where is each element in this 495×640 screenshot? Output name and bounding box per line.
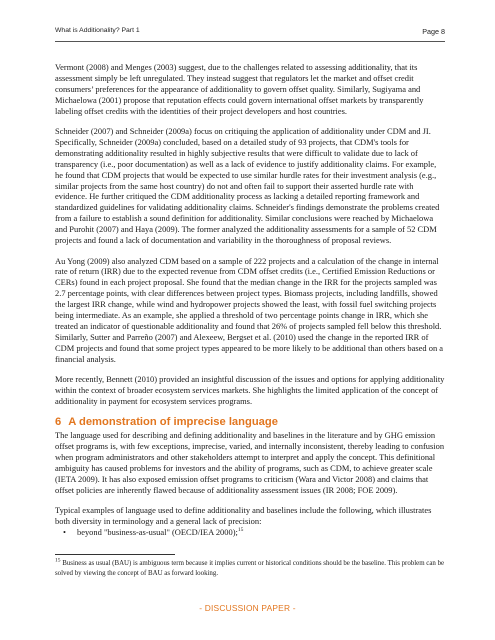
paragraph-language: The language used for describing and defining additionality and baselines in the literature and by GHG emission offset programs is, with few exceptions, imprecise, varied, and internally inconsistent, thereby leading to confusion when program administrators and other stakeholders attempt to interpret and apply the concept. This definitional ambiguity has caused problems for investors and the ability of programs, such as CDM, to achieve greater scale (IETA 2009). It has also exposed emission offset programs to criticism (Wara and Victor 2008) and claims that offset policies are inherently flawed because of additionality assessment issues (IR 2008; FOE 2009). (55, 430, 445, 495)
paragraph-vermont-menges: Vermont (2008) and Menges (2003) suggest, due to the challenges related to assessing additionality, that its assessment simply be left unregulated. They instead suggest that regulators let the market and offset credit consumers’ preferences for the appearance of additionality to govern offset quality. Similarly, Sugiyama and Michaelowa (2001) propose that reputation effects could govern international offset markets by transparently labeling offset credits with the identities of their project developers and host countries. (55, 62, 424, 116)
paragraph-au-yong: Au Yong (2009) also analyzed CDM based on a sample of 222 projects and a calculation of the change in internal rate of return (IRR) due to the expected revenue from CDM offset credits (i.e., Certified Emission Reductions or CERs) found in each project proposal. She found that the median change in the IRR for the projects sampled was 2.7 percentage points, with clear differences between project types. Biomass projects, including landfills, showed the largest IRR change, while wind and hydropower projects showed the least, with fossil fuel switching projects being intermediate. As an example, she applied a threshold of two percentage points change in IRR, which she treated an indicator of questionable additionality and found that 26% of projects sampled fell below this threshold. Similarly, Sutter and Parreño (2007) and Alexeew, Bergset et al. (2010) used the change in the reported IRR of CDM projects and found that some project types appeared to be more likely to be additional than others based on a financial analysis. (55, 255, 444, 364)
page-footer: - DISCUSSION PAPER - (199, 603, 296, 613)
footnote-reference: 15 (237, 527, 244, 534)
examples-list (55, 527, 445, 538)
paragraph-schneider: Schneider (2007) and Schneider (2009a) focus on critiquing the application of additionality under CDM and JI. Specifically, Schneider (2009a) concluded, based on a detailed study of 93 projects, that CDM's tools for demonstrating additionality resulted in highly subjective results that were difficult to validate due to lack of transparency (i.e., poor documentation) as well as a lack of evidence to justify additionality claims. For example, he found that CDM projects that would be expected to use similar hurdle rates for their investment analysis (e.g., similar projects from the same host country) do not and often fail to support their asserted hurdle rate with evidence. He further critiqued the CDM additionality process as lacking a detailed reporting framework and standardized guidelines for validating additionality claims. Schneider's findings demonstrate the problems created from a failure to establish a sound definition for additionality. Similar conclusions were reached by Michaelowa and Purohit (2007) and Haya (2009). The former analyzed the additionality assessments for a sample of 52 CDM projects and found a lack of documentation and variability in the thoroughness of proposal reviews. (55, 126, 440, 246)
section-title: A demonstration of imprecise language (68, 416, 278, 429)
footnote-text: Business as usual (BAU) is ambiguous term because it implies current or historical conditions should be the baseline. This problem can be solved by viewing the concept of BAU as forward looking. (55, 560, 445, 577)
running-header (55, 27, 445, 42)
list-item (63, 527, 445, 538)
bullet-marker: • (63, 527, 66, 538)
paragraph-bennett: More recently, Bennett (2010) provided an insightful discussion of the issues and options for applying additionality within the context of broader ecosystem services markets. She highlights the limited application of the concept of additionality in payment for ecosystem services programs. (55, 374, 445, 406)
list-item-text: beyond "business-as-usual" (OECD/IEA 2000); (77, 527, 238, 538)
running-title: What is Additionality? Part 1 (55, 27, 140, 34)
paragraph-typical-examples: Typical examples of language used to define additionality and baselines include the following, which illustrates both diversity in terminology and a general lack of precision: (55, 505, 432, 527)
footnote (55, 559, 445, 579)
footnote-divider (55, 554, 175, 555)
footnote-number: 15 (55, 557, 61, 564)
section-heading (55, 416, 445, 429)
section-number: 6 (55, 416, 62, 429)
page-body (55, 62, 445, 538)
page-number: Page 8 (422, 27, 445, 36)
